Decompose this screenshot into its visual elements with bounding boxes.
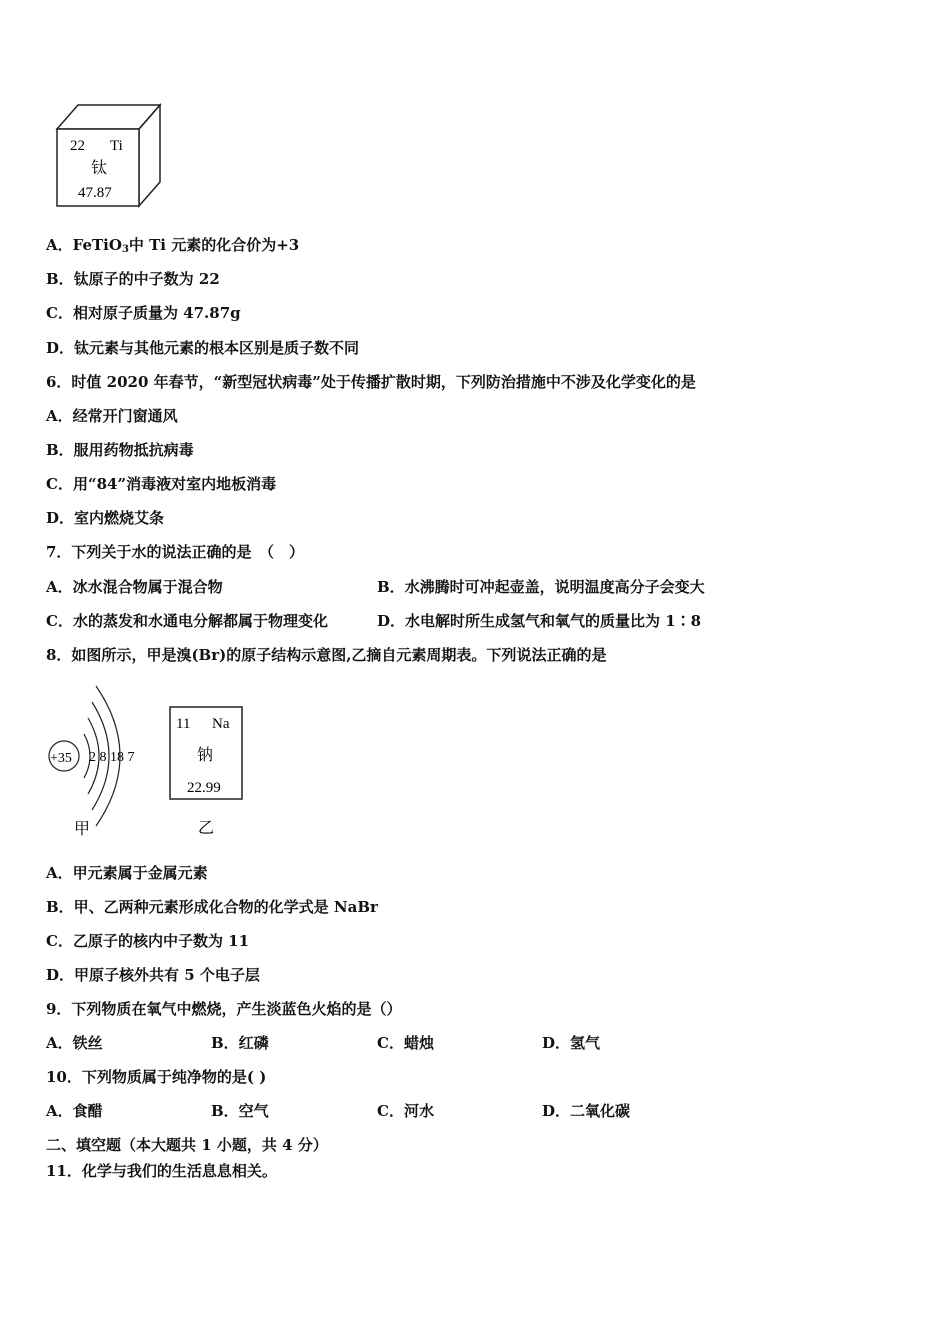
q10-option-a: A．食醋 [46,1102,103,1120]
br-atom-diagram [44,678,174,848]
ti-mass: 47.87 [78,185,112,201]
label-jia: 甲 [74,821,91,838]
q6-stem: 6．时值 2020 年春节，“新型冠状病毒”处于传播扩散时期，下列防治措施中不涉及化学变化的是 [46,373,696,391]
q5-option-b: B．钛原子的中子数为 22 [46,270,220,288]
q7-option-d: D．水电解时所生成氢气和氧气的质量比为 1∶8 [377,612,702,630]
q9-option-c: C．蜡烛 [377,1034,434,1052]
q10-option-d: D．二氧化碳 [542,1102,631,1120]
section-heading: 二、填空题（本大题共 1 小题，共 4 分） [46,1136,328,1154]
q8-option-a: A．甲元素属于金属元素 [46,864,208,882]
q8-option-b: B．甲、乙两种元素形成化合物的化学式是 NaBr [46,898,378,916]
ti-atomic-number: 22 [70,138,85,154]
br-nucleus-charge: +35 [50,751,72,766]
na-atomic-number: 11 [176,716,191,732]
q5-option-d: D．钛元素与其他元素的根本区别是质子数不同 [46,339,360,357]
q8-option-d: D．甲原子核外共有 5 个电子层 [46,966,260,984]
q9-stem: 9．下列物质在氧气中燃烧，产生淡蓝色火焰的是（） [46,1000,402,1018]
q5-option-a: A．FeTiO$_3$中 Ti 元素的化合价为+3 [46,236,300,255]
na-name: 钠 [197,747,214,764]
label-yi: 乙 [198,820,215,837]
q10-option-b: B．空气 [211,1102,269,1120]
q10-option-c: C．河水 [377,1102,434,1120]
na-element-card [168,705,248,845]
q6-option-b: B．服用药物抵抗病毒 [46,441,194,459]
q9-option-b: B．红磷 [211,1034,269,1052]
q8-stem: 8．如图所示，甲是溴(Br)的原子结构示意图,乙摘自元素周期表。下列说法正确的是 [46,646,607,664]
na-mass: 22.99 [187,780,221,796]
q7-stem: 7．下列关于水的说法正确的是 （ ） [46,543,304,561]
q8-option-c: C．乙原子的核内中子数为 11 [46,932,250,950]
q9-option-d: D．氢气 [542,1034,601,1052]
q6-option-d: D．室内燃烧艾条 [46,509,165,527]
q11-stem: 11．化学与我们的生活息息相关。 [46,1162,277,1180]
q10-stem: 10．下列物质属于纯净物的是( ) [46,1068,267,1086]
q7-option-b: B．水沸腾时可冲起壶盖，说明温度高分子会变大 [377,578,705,596]
na-symbol: Na [212,716,230,732]
ti-name: 钛 [91,160,108,177]
br-shell-electrons: 2 8 18 7 [89,750,135,765]
q9-option-a: A．铁丝 [46,1034,103,1052]
q6-option-c: C．用“84”消毒液对室内地板消毒 [46,475,277,493]
ti-element-card [50,100,170,212]
q6-option-a: A．经常开门窗通风 [46,407,178,425]
q7-option-c: C．水的蒸发和水通电分解都属于物理变化 [46,612,328,630]
ti-symbol: Ti [110,138,123,154]
q5-option-c: C．相对原子质量为 47.87g [46,304,241,322]
q7-option-a: A．冰水混合物属于混合物 [46,578,223,596]
